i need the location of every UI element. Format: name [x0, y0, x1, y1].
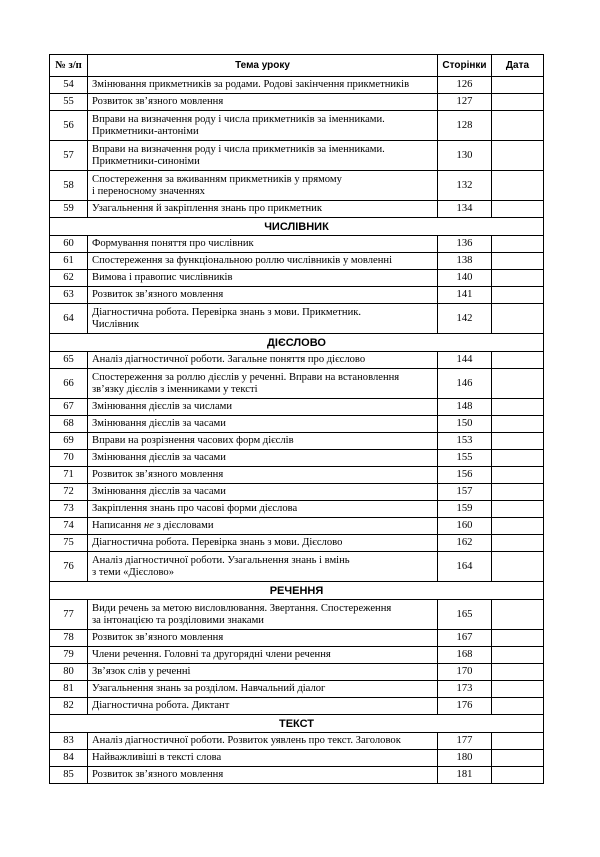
lesson-pages: 144: [438, 352, 492, 369]
lesson-topic: [88, 77, 438, 94]
lesson-number: 76: [50, 552, 88, 582]
lesson-pages: 164: [438, 552, 492, 582]
topic-line: Аналіз діагностичної роботи. Загальне поняття про дієслово: [92, 354, 366, 365]
lesson-topic: [88, 733, 438, 750]
topic-line: Розвиток зв’язного мовлення: [92, 632, 224, 643]
table-row: [50, 304, 544, 334]
lesson-pages: 181: [438, 767, 492, 784]
header-pages: Сторінки: [438, 55, 492, 77]
lesson-pages: 155: [438, 450, 492, 467]
lesson-date: [492, 171, 544, 201]
lesson-topic: [88, 501, 438, 518]
lesson-date: [492, 369, 544, 399]
section-row: [50, 334, 544, 352]
topic-line: Розвиток зв’язного мовлення: [92, 289, 224, 300]
lesson-pages: 167: [438, 630, 492, 647]
lesson-date: [492, 253, 544, 270]
table-row: [50, 750, 544, 767]
topic-line: Узагальнення знань за розділом. Навчальний діалог: [92, 683, 326, 694]
lesson-number: 68: [50, 416, 88, 433]
topic-line: Формування поняття про числівник: [92, 238, 254, 249]
table-row: [50, 698, 544, 715]
topic-line: Діагностична робота. Диктант: [92, 700, 230, 711]
lesson-number: 71: [50, 467, 88, 484]
section-row: [50, 582, 544, 600]
lesson-number: 80: [50, 664, 88, 681]
lesson-topic: [88, 664, 438, 681]
lesson-topic: [88, 450, 438, 467]
lesson-topic: [88, 630, 438, 647]
lesson-date: [492, 270, 544, 287]
lesson-pages: 168: [438, 647, 492, 664]
lesson-date: [492, 416, 544, 433]
lesson-topic: [88, 352, 438, 369]
table-row: [50, 111, 544, 141]
lesson-number: 62: [50, 270, 88, 287]
lesson-pages: 159: [438, 501, 492, 518]
lesson-pages: 150: [438, 416, 492, 433]
lesson-number: 55: [50, 94, 88, 111]
lesson-date: [492, 535, 544, 552]
topic-line: Діагностична робота. Перевірка знань з мови. Дієслово: [92, 537, 343, 548]
lesson-number: 77: [50, 600, 88, 630]
lesson-topic: [88, 600, 438, 630]
lesson-topic: [88, 253, 438, 270]
lesson-pages: 165: [438, 600, 492, 630]
lesson-topic: [88, 698, 438, 715]
lesson-date: [492, 698, 544, 715]
lesson-pages: 156: [438, 467, 492, 484]
lesson-topic: [88, 399, 438, 416]
table-row: [50, 467, 544, 484]
lesson-number: 85: [50, 767, 88, 784]
topic-line: Змінювання дієслів за числами: [92, 401, 233, 412]
lesson-date: [492, 484, 544, 501]
lesson-date: [492, 750, 544, 767]
lesson-number: 83: [50, 733, 88, 750]
lesson-topic: [88, 304, 438, 334]
lesson-topic: [88, 236, 438, 253]
lesson-number: 66: [50, 369, 88, 399]
lesson-date: [492, 450, 544, 467]
lesson-topic: [88, 467, 438, 484]
lesson-topic: [88, 433, 438, 450]
lesson-date: [492, 552, 544, 582]
lesson-date: [492, 77, 544, 94]
table-header-row: [50, 55, 544, 77]
lesson-topic: [88, 647, 438, 664]
lesson-pages: 157: [438, 484, 492, 501]
lesson-pages: 126: [438, 77, 492, 94]
lesson-topic: [88, 201, 438, 218]
lesson-number: 78: [50, 630, 88, 647]
table-row: [50, 433, 544, 450]
topic-line: Розвиток зв’язного мовлення: [92, 769, 224, 780]
header-number: № з/п: [50, 55, 88, 77]
lesson-number: 58: [50, 171, 88, 201]
lesson-date: [492, 433, 544, 450]
table-row: [50, 369, 544, 399]
topic-line: Спостереження за роллю дієслів у реченні. Вправи на встановлення: [92, 371, 400, 383]
lesson-topic: [88, 369, 438, 399]
lesson-number: 67: [50, 399, 88, 416]
lesson-number: 65: [50, 352, 88, 369]
table-row: [50, 450, 544, 467]
lesson-topic: [88, 767, 438, 784]
lesson-pages: 153: [438, 433, 492, 450]
topic-line: Змінювання дієслів за часами: [92, 452, 226, 463]
lesson-number: 59: [50, 201, 88, 218]
lesson-topic: [88, 287, 438, 304]
topic-line: Вправи на визначення роду і числа прикметників за іменниками.: [92, 143, 385, 155]
lesson-date: [492, 733, 544, 750]
table-row: [50, 399, 544, 416]
lesson-date: [492, 352, 544, 369]
lesson-number: 60: [50, 236, 88, 253]
table-row: [50, 484, 544, 501]
topic-line: Спостереження за функціональною роллю числівників у мовленні: [92, 255, 393, 266]
lesson-date: [492, 141, 544, 171]
lesson-date: [492, 681, 544, 698]
table-row: [50, 94, 544, 111]
topic-line: Вправи на розрізнення часових форм дієслів: [92, 435, 294, 446]
table-row: [50, 501, 544, 518]
topic-line: Прикметники-антоніми: [92, 125, 199, 137]
lesson-topic: [88, 171, 438, 201]
topic-line: Розвиток зв’язного мовлення: [92, 469, 224, 480]
section-row: [50, 218, 544, 236]
topic-line: зв’язку дієслів з іменниками у тексті: [92, 383, 258, 395]
topic-line: Члени речення. Головні та другорядні члени речення: [92, 649, 331, 660]
table-row: [50, 535, 544, 552]
table-body: [50, 77, 544, 784]
lesson-topic: [88, 535, 438, 552]
table-row: [50, 518, 544, 535]
topic-line: за інтонацією та розділовими знаками: [92, 614, 264, 626]
lesson-date: [492, 664, 544, 681]
topic-line: Числівник: [92, 318, 139, 330]
lesson-pages: 146: [438, 369, 492, 399]
table-row: [50, 201, 544, 218]
table-row: [50, 270, 544, 287]
lesson-pages: 160: [438, 518, 492, 535]
table-row: [50, 416, 544, 433]
lesson-pages: 130: [438, 141, 492, 171]
topic-line: Розвиток зв’язного мовлення: [92, 96, 224, 107]
topic-line: Написання не з дієсловами: [92, 520, 214, 531]
lesson-number: 61: [50, 253, 88, 270]
lesson-number: 73: [50, 501, 88, 518]
lesson-date: [492, 236, 544, 253]
lesson-topic: [88, 552, 438, 582]
topic-line: Аналіз діагностичної роботи. Розвиток уявлень про текст. Заголовок: [92, 735, 401, 746]
lesson-topic: [88, 750, 438, 767]
topic-line: Вправи на визначення роду і числа прикметників за іменниками.: [92, 113, 385, 125]
lesson-date: [492, 304, 544, 334]
topic-line: Види речень за метою висловлювання. Звертання. Спостереження: [92, 602, 392, 614]
table-row: [50, 552, 544, 582]
lesson-number: 84: [50, 750, 88, 767]
header-topic: Тема уроку: [88, 55, 438, 77]
table-row: [50, 664, 544, 681]
lesson-date: [492, 467, 544, 484]
topic-line: Закріплення знань про часові форми дієслова: [92, 503, 298, 514]
topic-line: Найважливіші в тексті слова: [92, 752, 222, 763]
table-row: [50, 236, 544, 253]
lesson-number: 72: [50, 484, 88, 501]
lesson-number: 70: [50, 450, 88, 467]
lesson-pages: 180: [438, 750, 492, 767]
table-row: [50, 352, 544, 369]
table-row: [50, 733, 544, 750]
lesson-topic: [88, 518, 438, 535]
lesson-topic: [88, 270, 438, 287]
lesson-pages: 148: [438, 399, 492, 416]
topic-line: Зв’язок слів у реченні: [92, 666, 191, 677]
lesson-pages: 173: [438, 681, 492, 698]
lesson-date: [492, 647, 544, 664]
topic-line: Діагностична робота. Перевірка знань з мови. Прикметник.: [92, 306, 362, 318]
lesson-number: 63: [50, 287, 88, 304]
topic-line: і переносному значеннях: [92, 185, 205, 197]
lesson-number: 74: [50, 518, 88, 535]
table-row: [50, 647, 544, 664]
lesson-pages: 132: [438, 171, 492, 201]
lesson-pages: 138: [438, 253, 492, 270]
topic-line: Спостереження за вживанням прикметників у прямому: [92, 173, 342, 185]
lesson-topic: [88, 94, 438, 111]
lesson-date: [492, 600, 544, 630]
lesson-date: [492, 94, 544, 111]
table-row: [50, 141, 544, 171]
lesson-pages: 128: [438, 111, 492, 141]
topic-line: Узагальнення й закріплення знань про прикметник: [92, 203, 322, 214]
section-title: ТЕКСТ: [50, 715, 544, 733]
lesson-pages: 134: [438, 201, 492, 218]
table-row: [50, 681, 544, 698]
lesson-number: 69: [50, 433, 88, 450]
table-row: [50, 287, 544, 304]
section-title: ДІЄСЛОВО: [50, 334, 544, 352]
lesson-number: 64: [50, 304, 88, 334]
lesson-pages: 162: [438, 535, 492, 552]
section-title: РЕЧЕННЯ: [50, 582, 544, 600]
lesson-number: 57: [50, 141, 88, 171]
header-date: Дата: [492, 55, 544, 77]
topic-line: Змінювання дієслів за часами: [92, 418, 226, 429]
topic-line: з теми «Дієслово»: [92, 566, 175, 578]
section-row: [50, 715, 544, 733]
lesson-pages: 136: [438, 236, 492, 253]
topic-line: Змінювання прикметників за родами. Родові закінчення прикметників: [92, 79, 410, 90]
lesson-date: [492, 201, 544, 218]
lesson-number: 81: [50, 681, 88, 698]
lesson-number: 54: [50, 77, 88, 94]
lesson-topic: [88, 681, 438, 698]
lesson-date: [492, 630, 544, 647]
table-row: [50, 767, 544, 784]
lesson-date: [492, 287, 544, 304]
table-row: [50, 630, 544, 647]
lesson-plan-table: [49, 54, 544, 784]
lesson-number: 56: [50, 111, 88, 141]
topic-line: Змінювання дієслів за часами: [92, 486, 226, 497]
lesson-pages: 141: [438, 287, 492, 304]
lesson-topic: [88, 111, 438, 141]
lesson-topic: [88, 416, 438, 433]
lesson-pages: 177: [438, 733, 492, 750]
topic-line: Прикметники-синоніми: [92, 155, 200, 167]
lesson-date: [492, 111, 544, 141]
lesson-pages: 127: [438, 94, 492, 111]
lesson-pages: 142: [438, 304, 492, 334]
lesson-number: 75: [50, 535, 88, 552]
lesson-pages: 140: [438, 270, 492, 287]
lesson-date: [492, 767, 544, 784]
table-row: [50, 77, 544, 94]
lesson-pages: 170: [438, 664, 492, 681]
lesson-pages: 176: [438, 698, 492, 715]
lesson-date: [492, 518, 544, 535]
lesson-topic: [88, 484, 438, 501]
section-title: ЧИСЛІВНИК: [50, 218, 544, 236]
lesson-date: [492, 399, 544, 416]
topic-line: Аналіз діагностичної роботи. Узагальнення знань і вмінь: [92, 554, 350, 566]
lesson-topic: [88, 141, 438, 171]
table-row: [50, 600, 544, 630]
table-row: [50, 171, 544, 201]
topic-line: Вимова і правопис числівників: [92, 272, 233, 283]
table-row: [50, 253, 544, 270]
lesson-number: 79: [50, 647, 88, 664]
lesson-number: 82: [50, 698, 88, 715]
lesson-date: [492, 501, 544, 518]
